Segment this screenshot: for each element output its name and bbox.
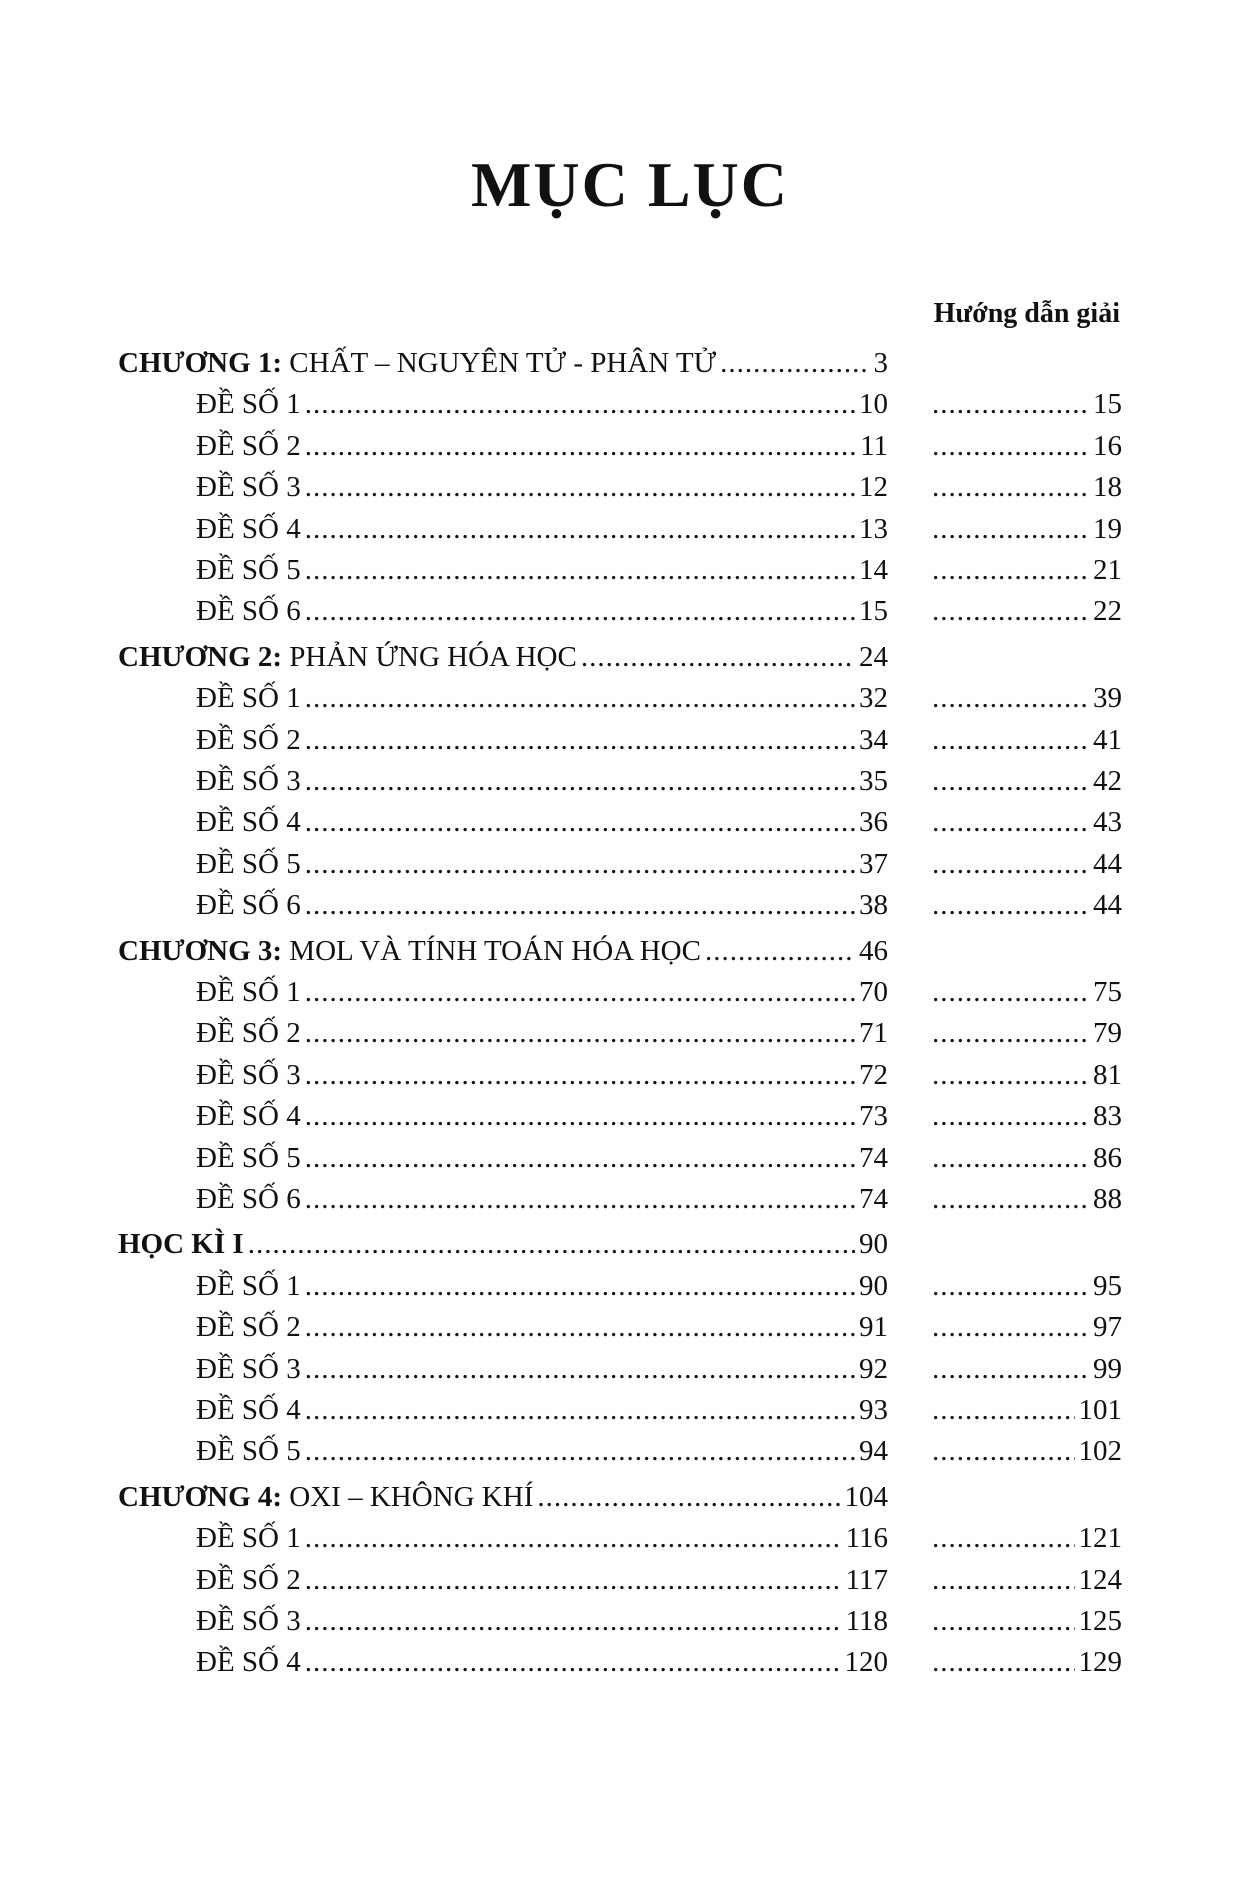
dot-leader (305, 1180, 855, 1218)
exam-label: ĐỀ SỐ 1 (196, 388, 301, 421)
answer-entry[interactable] (928, 468, 1122, 506)
chapter-label (118, 638, 577, 676)
answer-page-number: 125 (1078, 1605, 1122, 1637)
dot-leader (305, 1139, 855, 1177)
exam-label: ĐỀ SỐ 2 (196, 429, 301, 462)
chapter-name: OXI – KHÔNG KHÍ (282, 1480, 534, 1513)
toc-exam-entry[interactable] (196, 1308, 888, 1346)
exam-page-number: 92 (859, 1352, 888, 1385)
answer-page-number: 43 (1093, 806, 1122, 839)
exam-label: ĐỀ SỐ 2 (196, 1017, 301, 1050)
chapter-prefix: HỌC KÌ I (118, 1228, 244, 1261)
answer-column-header: Hướng dẫn giải (933, 298, 1120, 329)
dot-leader (305, 1391, 855, 1429)
dot-leader (932, 1180, 1089, 1218)
exam-label: ĐỀ SỐ 1 (196, 976, 301, 1008)
dot-leader (305, 845, 855, 883)
dot-leader (932, 510, 1089, 548)
dot-leader (932, 468, 1089, 506)
dot-leader (932, 1561, 1075, 1599)
exam-page-number: 13 (859, 512, 888, 545)
toc-exam-entry[interactable] (196, 551, 888, 589)
dot-leader (305, 510, 855, 548)
exam-page-number: 117 (845, 1563, 888, 1596)
chapter-name: MOL VÀ TÍNH TOÁN HÓA HỌC (282, 934, 701, 967)
dot-leader (305, 803, 855, 841)
answer-page-number: 79 (1093, 1017, 1122, 1050)
toc-exam-entry[interactable] (196, 973, 888, 1011)
chapter-label (118, 344, 716, 382)
toc-exam-entry[interactable] (196, 679, 888, 717)
answer-entry[interactable] (928, 1097, 1122, 1135)
exam-page-number: 32 (859, 682, 888, 715)
dot-leader (932, 1350, 1089, 1388)
dot-leader (305, 886, 855, 924)
answer-page-number: 75 (1093, 976, 1122, 1008)
dot-leader (305, 385, 855, 423)
exam-page-number: 73 (859, 1100, 888, 1133)
dot-leader (932, 679, 1089, 717)
toc-exam-entry[interactable] (196, 385, 888, 423)
dot-leader (305, 551, 855, 589)
answer-entry[interactable] (928, 1014, 1122, 1052)
answer-page-number: 41 (1093, 723, 1122, 756)
chapter-prefix: CHƯƠNG 4: (118, 1480, 283, 1513)
exam-label: ĐỀ SỐ 1 (196, 682, 301, 715)
chapter-page-number: 46 (859, 934, 888, 967)
answer-entry[interactable] (928, 886, 1122, 924)
answer-page-number: 22 (1093, 595, 1122, 628)
exam-label: ĐỀ SỐ 4 (196, 1100, 301, 1133)
dot-leader (932, 1056, 1089, 1094)
chapter-page-number: 24 (859, 640, 888, 673)
exam-page-number: 70 (859, 976, 888, 1008)
exam-page-number: 14 (859, 554, 888, 586)
answer-page-number: 99 (1093, 1352, 1122, 1385)
chapter-label (118, 1478, 533, 1516)
dot-leader (932, 762, 1089, 800)
dot-leader (720, 344, 869, 382)
answer-entry[interactable] (928, 1267, 1122, 1305)
exam-page-number: 116 (845, 1522, 888, 1555)
exam-page-number: 12 (859, 471, 888, 504)
dot-leader (305, 762, 855, 800)
answer-entry[interactable] (928, 551, 1122, 589)
dot-leader (932, 1643, 1075, 1681)
answer-entry[interactable] (928, 973, 1122, 1011)
chapter-page-number: 90 (859, 1228, 888, 1261)
dot-leader (705, 932, 855, 970)
exam-label: ĐỀ SỐ 3 (196, 471, 301, 504)
toc-exam-entry[interactable] (196, 1014, 888, 1052)
chapter-name: CHẤT – NGUYÊN TỬ - PHÂN TỬ (282, 347, 717, 379)
dot-leader (305, 1519, 842, 1557)
toc-exam-entry[interactable] (196, 845, 888, 883)
toc-exam-entry[interactable] (196, 468, 888, 506)
answer-entry[interactable] (928, 592, 1122, 630)
answer-page-number: 15 (1093, 388, 1122, 421)
exam-page-number: 71 (859, 1017, 888, 1050)
chapter-prefix: CHƯƠNG 2: (118, 640, 283, 673)
dot-leader (932, 1432, 1075, 1470)
answer-page-number: 121 (1078, 1522, 1122, 1555)
dot-leader (305, 1350, 855, 1388)
exam-label: ĐỀ SỐ 3 (196, 1352, 301, 1385)
dot-leader (248, 1225, 855, 1263)
dot-leader (932, 385, 1089, 423)
dot-leader (932, 1391, 1075, 1429)
exam-label: ĐỀ SỐ 2 (196, 1311, 301, 1344)
answer-entry[interactable] (928, 721, 1122, 759)
answer-page-number: 21 (1093, 554, 1122, 586)
answer-entry[interactable] (928, 1180, 1122, 1218)
answer-entry[interactable] (928, 1308, 1122, 1346)
answer-page-number: 44 (1093, 889, 1122, 922)
exam-page-number: 35 (859, 765, 888, 797)
answer-entry[interactable] (928, 385, 1122, 423)
dot-leader (305, 679, 855, 717)
dot-leader (305, 1308, 855, 1346)
dot-leader (932, 592, 1089, 630)
toc-exam-entry[interactable] (196, 510, 888, 548)
exam-label: ĐỀ SỐ 6 (196, 595, 301, 628)
exam-page-number: 118 (845, 1605, 888, 1637)
toc-exam-entry[interactable] (196, 1391, 888, 1429)
answer-page-number: 88 (1093, 1183, 1122, 1215)
dot-leader (305, 427, 856, 465)
dot-leader (305, 1602, 842, 1640)
exam-page-number: 36 (859, 806, 888, 839)
exam-page-number: 93 (859, 1394, 888, 1426)
dot-leader (932, 721, 1089, 759)
dot-leader (305, 1014, 855, 1052)
dot-leader (305, 1643, 841, 1681)
toc-chapter-entry[interactable] (118, 344, 888, 382)
exam-label: ĐỀ SỐ 4 (196, 1646, 301, 1679)
toc-chapter-entry[interactable] (118, 932, 888, 970)
exam-label: ĐỀ SỐ 4 (196, 1394, 301, 1426)
answer-page-number: 18 (1093, 471, 1122, 504)
answer-page-number: 44 (1093, 847, 1122, 880)
dot-leader (932, 1308, 1089, 1346)
answer-entry[interactable] (928, 1602, 1122, 1640)
answer-entry[interactable] (928, 427, 1122, 465)
chapter-label (118, 1225, 244, 1263)
dot-leader (305, 1432, 855, 1470)
exam-page-number: 37 (859, 847, 888, 880)
toc-exam-entry[interactable] (196, 721, 888, 759)
exam-page-number: 34 (859, 723, 888, 756)
exam-page-number: 74 (859, 1183, 888, 1215)
page-title: MỤC LỤC (471, 149, 789, 220)
answer-entry[interactable] (928, 803, 1122, 841)
exam-label: ĐỀ SỐ 6 (196, 889, 301, 922)
dot-leader (932, 886, 1089, 924)
toc-exam-entry[interactable] (196, 592, 888, 630)
dot-leader (305, 1267, 855, 1305)
dot-leader (537, 1478, 840, 1516)
answer-page-number: 101 (1078, 1394, 1122, 1426)
dot-leader (305, 1561, 842, 1599)
answer-page-number: 42 (1093, 765, 1122, 797)
exam-page-number: 15 (859, 595, 888, 628)
toc-exam-entry[interactable] (196, 1350, 888, 1388)
answer-page-number: 129 (1078, 1646, 1122, 1679)
exam-page-number: 90 (859, 1269, 888, 1302)
exam-label: ĐỀ SỐ 1 (196, 1269, 301, 1302)
toc-exam-entry[interactable] (196, 762, 888, 800)
toc-exam-entry[interactable] (196, 1602, 888, 1640)
exam-page-number: 38 (859, 889, 888, 922)
chapter-label (118, 932, 701, 970)
exam-label: ĐỀ SỐ 6 (196, 1183, 301, 1215)
dot-leader (932, 973, 1089, 1011)
answer-entry[interactable] (928, 1519, 1122, 1557)
exam-label: ĐỀ SỐ 5 (196, 847, 301, 880)
dot-leader (932, 1267, 1089, 1305)
dot-leader (932, 427, 1089, 465)
answer-page-number: 19 (1093, 512, 1122, 545)
exam-label: ĐỀ SỐ 4 (196, 512, 301, 545)
exam-page-number: 11 (860, 429, 888, 462)
toc-exam-entry[interactable] (196, 1561, 888, 1599)
exam-page-number: 74 (859, 1141, 888, 1174)
dot-leader (305, 592, 855, 630)
dot-leader (305, 721, 855, 759)
answer-entry[interactable] (928, 1350, 1122, 1388)
answer-page-number: 124 (1078, 1563, 1122, 1596)
dot-leader (932, 1139, 1089, 1177)
exam-page-number: 72 (859, 1058, 888, 1091)
dot-leader (305, 1097, 855, 1135)
exam-label: ĐỀ SỐ 4 (196, 806, 301, 839)
toc-exam-entry[interactable] (196, 1643, 888, 1681)
answer-page-number: 16 (1093, 429, 1122, 462)
answer-page-number: 102 (1078, 1435, 1122, 1468)
exam-page-number: 120 (844, 1646, 888, 1679)
answer-page-number: 97 (1093, 1311, 1122, 1344)
answer-entry[interactable] (928, 1561, 1122, 1599)
exam-label: ĐỀ SỐ 1 (196, 1522, 301, 1555)
answer-entry[interactable] (928, 1391, 1122, 1429)
toc-exam-entry[interactable] (196, 1097, 888, 1135)
answer-entry[interactable] (928, 1056, 1122, 1094)
dot-leader (932, 1097, 1089, 1135)
answer-entry[interactable] (928, 762, 1122, 800)
toc-exam-entry[interactable] (196, 803, 888, 841)
dot-leader (932, 551, 1089, 589)
toc-exam-entry[interactable] (196, 1139, 888, 1177)
exam-page-number: 10 (859, 388, 888, 421)
toc-chapter-entry[interactable] (118, 638, 888, 676)
exam-label: ĐỀ SỐ 3 (196, 1058, 301, 1091)
dot-leader (305, 973, 855, 1011)
answer-page-number: 95 (1093, 1269, 1122, 1302)
toc-chapter-entry[interactable] (118, 1225, 888, 1263)
toc-exam-entry[interactable] (196, 1519, 888, 1557)
dot-leader (932, 1014, 1089, 1052)
dot-leader (932, 1519, 1075, 1557)
chapter-prefix: CHƯƠNG 3: (118, 934, 283, 967)
toc-exam-entry[interactable] (196, 427, 888, 465)
chapter-prefix: CHƯƠNG 1: (118, 347, 283, 379)
answer-entry[interactable] (928, 510, 1122, 548)
exam-label: ĐỀ SỐ 2 (196, 1563, 301, 1596)
answer-page-number: 39 (1093, 682, 1122, 715)
answer-entry[interactable] (928, 845, 1122, 883)
toc-exam-entry[interactable] (196, 1056, 888, 1094)
chapter-page-number: 104 (844, 1480, 888, 1513)
exam-page-number: 91 (859, 1311, 888, 1344)
dot-leader (581, 638, 855, 676)
answer-page-number: 81 (1093, 1058, 1122, 1091)
exam-label: ĐỀ SỐ 2 (196, 723, 301, 756)
toc-exam-entry[interactable] (196, 1432, 888, 1470)
exam-label: ĐỀ SỐ 5 (196, 1435, 301, 1468)
dot-leader (932, 1602, 1075, 1640)
answer-entry[interactable] (928, 679, 1122, 717)
dot-leader (305, 1056, 855, 1094)
exam-label: ĐỀ SỐ 3 (196, 1605, 301, 1637)
chapter-page-number: 3 (873, 347, 888, 379)
answer-entry[interactable] (928, 1432, 1122, 1470)
dot-leader (932, 845, 1089, 883)
dot-leader (932, 803, 1089, 841)
answer-entry[interactable] (928, 1139, 1122, 1177)
exam-label: ĐỀ SỐ 5 (196, 1141, 301, 1174)
toc-chapter-entry[interactable] (118, 1478, 888, 1516)
toc-exam-entry[interactable] (196, 1180, 888, 1218)
exam-page-number: 94 (859, 1435, 888, 1468)
answer-entry[interactable] (928, 1643, 1122, 1681)
answer-page-number: 83 (1093, 1100, 1122, 1133)
exam-label: ĐỀ SỐ 3 (196, 765, 301, 797)
dot-leader (305, 468, 855, 506)
answer-page-number: 86 (1093, 1141, 1122, 1174)
exam-label: ĐỀ SỐ 5 (196, 554, 301, 586)
toc-exam-entry[interactable] (196, 886, 888, 924)
chapter-name: PHẢN ỨNG HÓA HỌC (282, 640, 577, 673)
toc-exam-entry[interactable] (196, 1267, 888, 1305)
